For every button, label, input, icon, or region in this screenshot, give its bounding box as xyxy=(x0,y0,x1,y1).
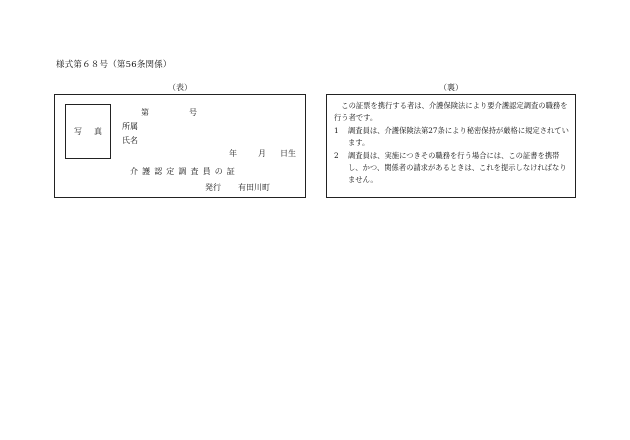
back-text-block xyxy=(334,100,570,187)
back-intro: この証票を携行する者は、介護保険法により要介護認定調査の職務を行う者です。 xyxy=(334,101,568,123)
back-item xyxy=(334,150,570,187)
back-item-mark: 2 xyxy=(334,150,339,160)
back-item xyxy=(334,125,570,150)
front-side-label: （表） xyxy=(168,83,192,92)
number-suffix: 号 xyxy=(189,108,197,117)
card-title: 介護認定調査員の証 xyxy=(130,167,239,176)
number-prefix: 第 xyxy=(141,108,149,117)
photo-label-2: 真 xyxy=(94,127,102,136)
photo-box xyxy=(65,104,111,159)
birth-day-label: 日生 xyxy=(280,149,296,158)
back-side-label: （裏） xyxy=(439,83,463,92)
form-number: 様式第６８号（第56条関係） xyxy=(56,60,172,70)
back-item-mark: 1 xyxy=(334,125,339,135)
issuer-label: 発行 xyxy=(205,183,221,192)
birth-year-label: 年 xyxy=(229,149,237,158)
photo-label-1: 写 xyxy=(74,127,82,136)
affiliation-label: 所属 xyxy=(122,122,138,131)
name-label: 氏名 xyxy=(122,136,138,145)
birth-month-label: 月 xyxy=(258,149,266,158)
back-item-text: 調査員は、介護保険法第27条により秘密保持が厳格に規定されています。 xyxy=(348,125,569,148)
id-card-front xyxy=(54,94,306,198)
issuer-name: 有田川町 xyxy=(238,183,270,192)
back-item-text: 調査員は、実施につきその職務を行う場合には、この証書を携帯し、かつ、関係者の請求があるときは、これを提示しなければなりません。 xyxy=(348,150,567,185)
id-card-back xyxy=(326,94,576,198)
